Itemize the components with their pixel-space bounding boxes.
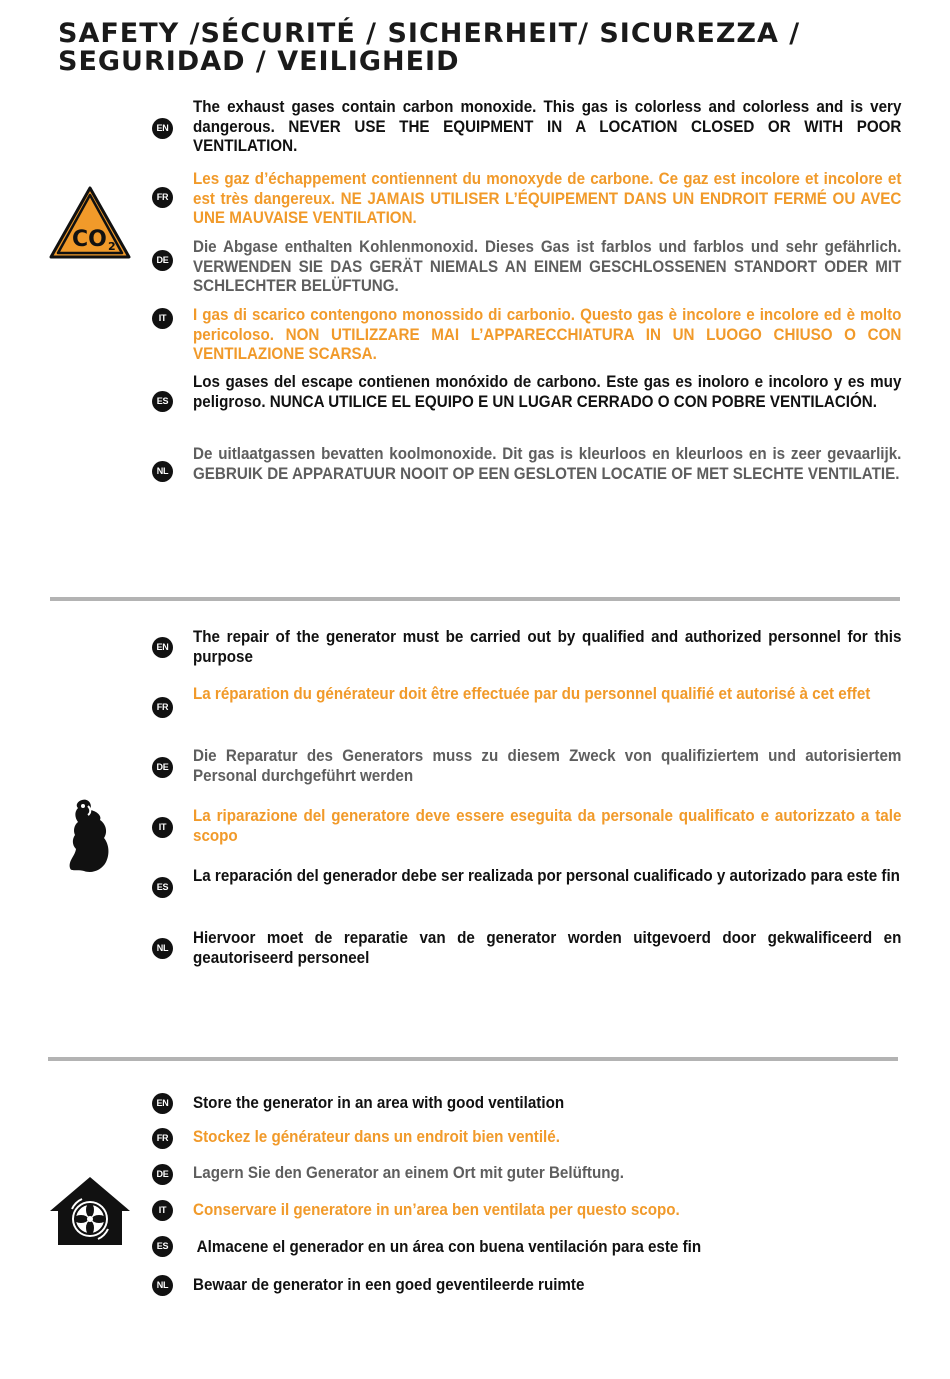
lang-badge-it: IT bbox=[152, 308, 173, 329]
lang-badge-fr: FR bbox=[152, 1128, 173, 1149]
lang-badge-it: IT bbox=[152, 817, 173, 838]
warning-text-de: Die Abgase enthalten Kohlenmonoxid. Dieses Gas ist farblos und farblos und sehr gefährlich. VERWENDEN SIE DAS GERÄT NIEMALS AN EINEM GESCHLOSSENEN STANDORT ODER MIT SCHLECHTER BELÜFTUNG. bbox=[193, 238, 902, 295]
lang-badge-en: EN bbox=[152, 1093, 173, 1114]
section-divider bbox=[50, 597, 900, 601]
warning-text-fr: Les gaz d’échappement contiennent du monoxyde de carbone. Ce gaz est incolore et incolore et est très dangereux. NE JAMAIS UTILISER L’ÉQUIPEMENT DANS UN ENDROIT FERMÉ OU AVEC UNE MAUVAISE VENTILATION. bbox=[193, 170, 902, 227]
lang-badge-nl: NL bbox=[152, 938, 173, 959]
lang-badge-nl: NL bbox=[152, 461, 173, 482]
lang-badge-en: EN bbox=[152, 118, 173, 139]
storage-text-de: Lagern Sie den Generator an einem Ort mit guter Belüftung. bbox=[193, 1164, 625, 1182]
warning-text-es: Los gases del escape contienen monóxido de carbono. Este gas es inoloro e incoloro y es muy peligroso. NUNCA UTILICE EL EQUIPO E UN LUGAR CERRADO O CON POBRE VENTILACIÓN. bbox=[193, 373, 902, 411]
co2-label: CO bbox=[72, 227, 107, 252]
repair-text-es: La reparación del generador debe ser realizada por personal cualificado y autorizado para este fin bbox=[193, 867, 900, 885]
repair-text-it: La riparazione del generatore deve essere eseguita da personale qualificato e autorizzato a tale scopo bbox=[193, 807, 902, 845]
storage-text-it: Conservare il generatore in un’area ben ventilata per questo scopo. bbox=[193, 1201, 680, 1219]
lang-badge-es: ES bbox=[152, 1236, 173, 1257]
lang-badge-de: DE bbox=[152, 757, 173, 778]
house-ventilation-fan-icon bbox=[48, 1175, 132, 1247]
lang-badge-en: EN bbox=[152, 637, 173, 658]
repair-text-en: The repair of the generator must be carried out by qualified and authorized personnel for this purpose bbox=[193, 628, 902, 666]
lang-badge-de: DE bbox=[152, 250, 173, 271]
section-divider bbox=[48, 1057, 898, 1061]
warning-text-nl: De uitlaatgassen bevatten koolmonoxide. Dit gas is kleurloos en kleurloos en is zeer gevaarlijk. GEBRUIK DE APPARATUUR NOOIT OP EEN GESLOTEN LOCATIE OF MET SLECHTE VENTILATIE. bbox=[193, 445, 902, 483]
repair-text-de: Die Reparatur des Generators muss zu diesem Zweck von qualifiziertem und autorisiertem Personal durchgeführt werden bbox=[193, 747, 902, 785]
lang-badge-es: ES bbox=[152, 877, 173, 898]
repair-hand-icon bbox=[66, 798, 114, 874]
lang-badge-fr: FR bbox=[152, 697, 173, 718]
lang-badge-es: ES bbox=[152, 391, 173, 412]
lang-badge-nl: NL bbox=[152, 1275, 173, 1296]
repair-text-nl: Hiervoor moet de reparatie van de generator worden uitgevoerd door gekwalificeerd en geautoriseerd personeel bbox=[193, 929, 902, 967]
lang-badge-fr: FR bbox=[152, 187, 173, 208]
page-title: SAFETY /SÉCURITÉ / SICHERHEIT/ SICUREZZA / SEGURIDAD / VEILIGHEID bbox=[58, 18, 801, 77]
lang-badge-it: IT bbox=[152, 1200, 173, 1221]
repair-text-fr: La réparation du générateur doit être effectuée par du personnel qualifié et autorisé à cet effet bbox=[193, 685, 871, 703]
storage-text-nl: Bewaar de generator in een goed geventileerde ruimte bbox=[193, 1276, 585, 1294]
warning-text-it: I gas di scarico contengono monossido di carbonio. Questo gas è incolore e incolore ed è molto pericoloso. NON UTILIZZARE MAI L’APPARECCHIATURA IN UN LUOGO CHIUSO O CON VENTILAZIONE SCARSA. bbox=[193, 306, 902, 363]
lang-badge-de: DE bbox=[152, 1164, 173, 1185]
co2-warning-icon bbox=[48, 185, 132, 261]
storage-text-es: Almacene el generador en un área con buena ventilación para este fin bbox=[193, 1238, 702, 1256]
co2-sub-label: 2 bbox=[108, 240, 116, 253]
storage-text-en: Store the generator in an area with good ventilation bbox=[193, 1094, 565, 1112]
warning-text-en: The exhaust gases contain carbon monoxide. This gas is colorless and colorless and is very dangerous. NEVER USE THE EQUIPMENT IN A LOCATION CLOSED OR WITH POOR VENTILATION. bbox=[193, 98, 902, 155]
storage-text-fr: Stockez le générateur dans un endroit bien ventilé. bbox=[193, 1128, 560, 1146]
